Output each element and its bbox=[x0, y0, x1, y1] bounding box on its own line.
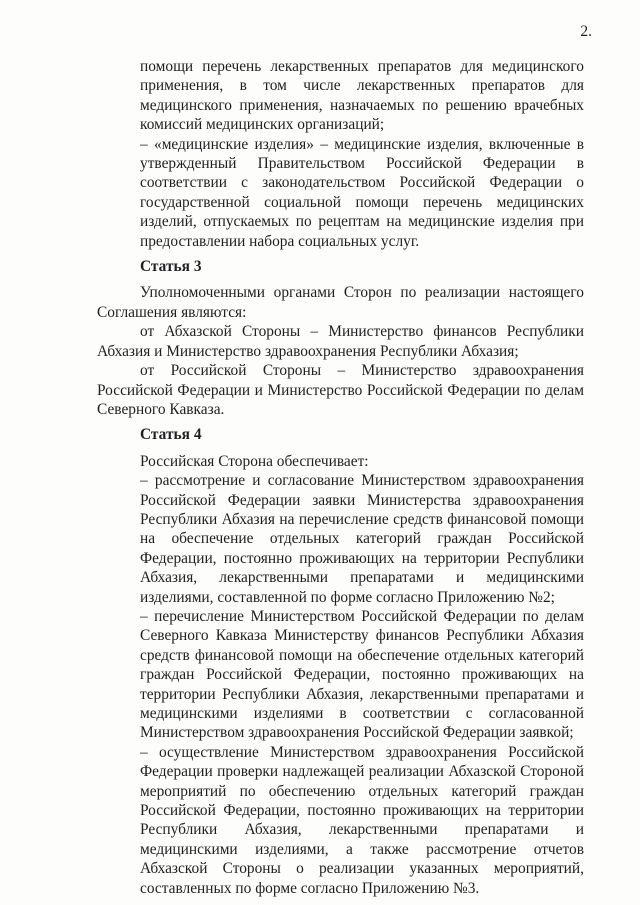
paragraph: – рассмотрение и согласование Министерством здравоохранения Российской Федерации заявки Министерства здравоохранения Республики Абхазия на перечисление средств финансовой помощи на обеспечение отдельных категорий граждан Российской Федерации, постоянно проживающих на территории Республики Абхазия, лекарственными препаратами и медицинскими изделиями, составленной по форме согласно Приложению №2; bbox=[140, 472, 584, 606]
paragraph: от Абхазской Стороны – Министерство финансов Республики Абхазия и Министерство здравоохранения Республики Абхазия; bbox=[97, 323, 584, 360]
paragraph: от Российской Стороны – Министерство здравоохранения Российской Федерации и Министерство Российской Федерации по делам Северного Кавказа. bbox=[97, 362, 584, 418]
paragraph: Российская Сторона обеспечивает: bbox=[140, 452, 369, 470]
article-heading: Статья 4 bbox=[140, 426, 202, 444]
paragraph: – осуществление Министерством здравоохранения Российской Федерации проверки надлежащей реализации Абхазской Стороной мероприятий по обеспечению отдельных категорий граждан Российской Федерации, постоянно проживающих на территории Республики Абхазия, лекарственными препаратами и медицинскими изделиями, а также рассмотрение отчетов Абхазской Стороны о реализации указанных мероприятий, составленных по форме согласно Приложению №3. bbox=[140, 743, 584, 897]
paragraph: – «медицинские изделия» – медицинские изделия, включенные в утвержденный Правительством Российской Федерации в соответствии с законодательством Российской Федерации о государственной социальной помощи перечень медицинских изделий, отпускаемых по рецептам на медицинские изделия при предоставлении набора социальных услуг. bbox=[140, 135, 584, 250]
document-body bbox=[97, 57, 584, 898]
paragraph: – перечисление Министерством Российской Федерации по делам Северного Кавказа Министерству финансов Республики Абхазия средств финансовой помощи на обеспечение отдельных категорий граждан Российской Федерации, постоянно проживающих на территории Республики Абхазия, лекарственными препаратами и медицинскими изделиями в соответствии с согласованной Министерством здравоохранения Российской Федерации заявкой; bbox=[140, 607, 584, 742]
paragraph: Уполномоченными органами Сторон по реализации настоящего Соглашения являются: bbox=[97, 284, 584, 321]
page-number: 2. bbox=[580, 23, 592, 40]
paragraph: помощи перечень лекарственных препаратов для медицинского применения, в том числе лекарственных препаратов для медицинского применения, назначаемых по решению врачебных комиссий медицинских организаций; bbox=[140, 58, 584, 134]
article-heading: Статья 3 bbox=[140, 258, 202, 276]
